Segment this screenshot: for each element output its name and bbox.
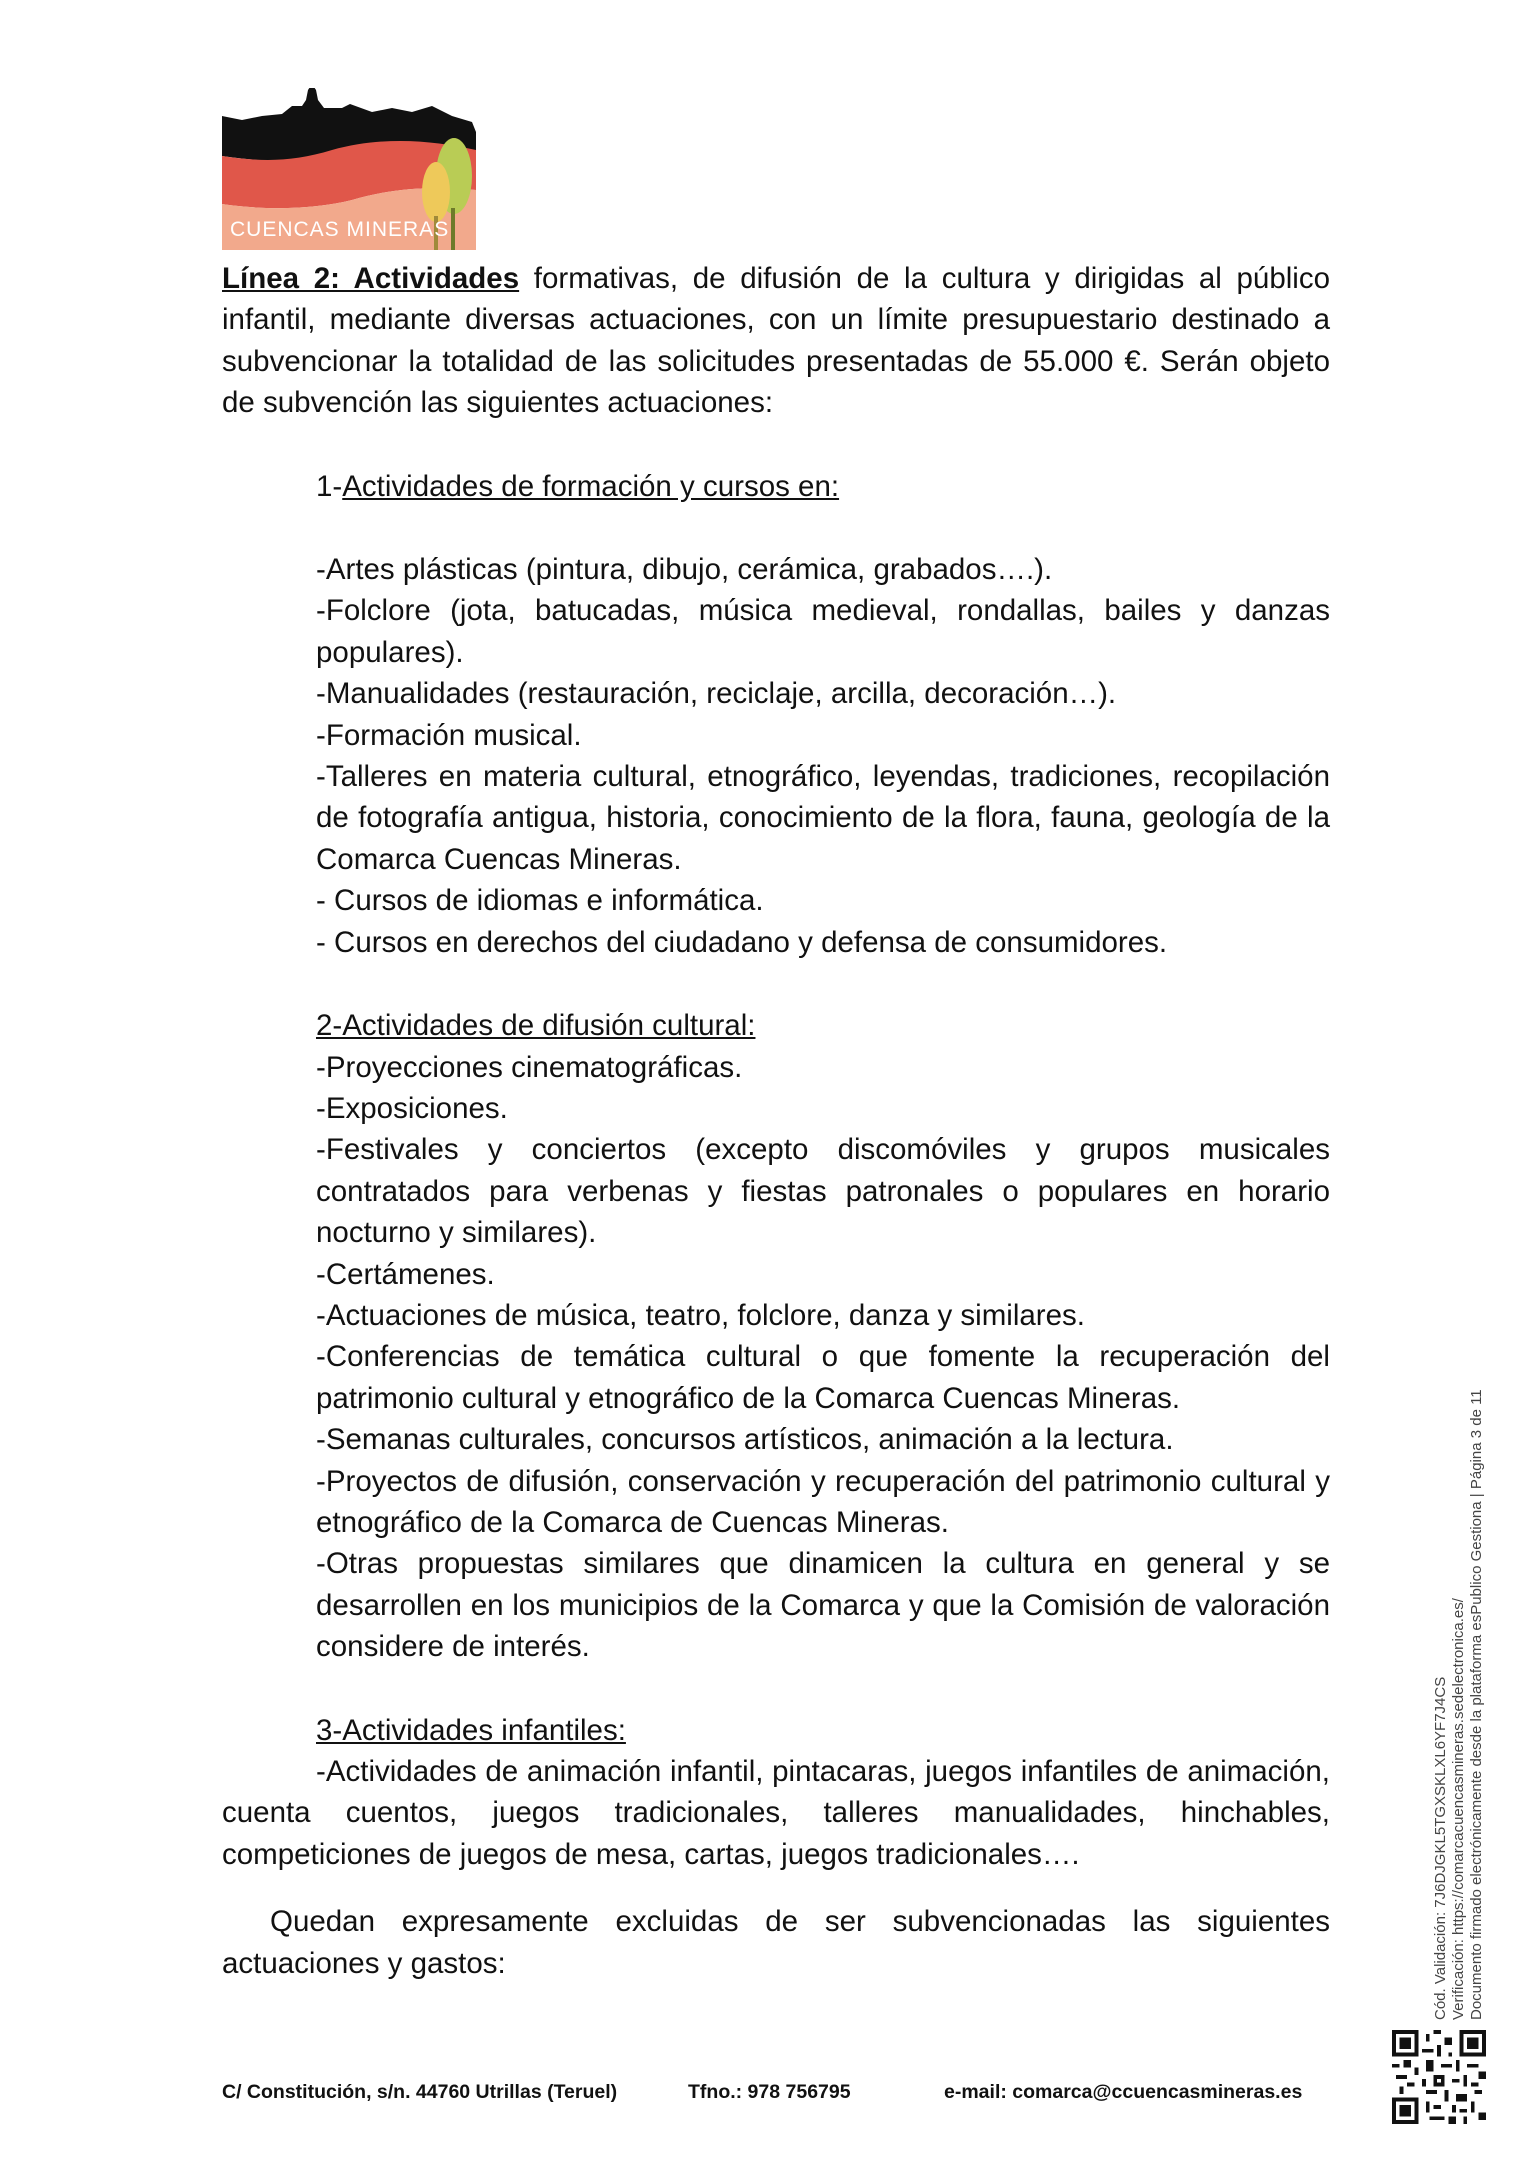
intro-text: formativas, de difusión de la cultura y dirigidas al público infantil, mediante diversas actuaciones, con un límite presupuestario destinado a subvencionar la totalidad de las solicitudes presentadas de 55.000 €. Serán objeto de subvención las siguientes actuaciones: (222, 262, 1330, 420)
footer-phone: Tfno.: 978 756795 (688, 2081, 851, 2103)
list-item: -Certámenes. (316, 1257, 495, 1291)
intro-paragraph (222, 258, 1330, 424)
section2-list (222, 1047, 1330, 1668)
list-item: -Exposiciones. (316, 1091, 508, 1125)
list-item: -Actuaciones de música, teatro, folclore, danza y similares. (316, 1298, 1085, 1332)
list-item: -Formación musical. (316, 718, 582, 752)
validation-sidebar (1432, 1380, 1486, 2020)
list-item: -Otras propuestas similares que dinamicen la cultura en general y se desarrollen en los municipios de la Comarca y que la Comisión de valoración considere de interés. (316, 1547, 1330, 1664)
list-item: -Proyectos de difusión, conservación y recuperación del patrimonio cultural y etnográfico de la Comarca de Cuencas Mineras. (316, 1464, 1330, 1539)
list-item: -Talleres en materia cultural, etnográfico, leyendas, tradiciones, recopilación de fotografía antigua, historia, conocimiento de la flora, fauna, geología de la Comarca Cuencas Mineras. (316, 760, 1330, 876)
list-item: -Conferencias de temática cultural o que fomente la recuperación del patrimonio cultural y etnográfico de la Comarca Cuencas Mineras. (316, 1340, 1330, 1415)
list-item: -Artes plásticas (pintura, dibujo, cerámica, grabados….). (316, 553, 1053, 587)
logo-text: CUENCAS MINERAS (230, 218, 450, 241)
list-item: - Cursos en derechos del ciudadano y defensa de consumidores. (316, 925, 1168, 959)
closing-paragraph: Quedan expresamente excluidas de ser subvencionadas las siguientes actuaciones y gastos: (222, 1905, 1330, 1980)
line-heading: Línea 2: Actividades (222, 262, 520, 295)
qr-code-icon (1392, 2030, 1486, 2124)
section2-heading: 2-Actividades de difusión cultural: (316, 1009, 756, 1043)
section1-heading: 1-Actividades de formación y cursos en: (316, 469, 840, 503)
verification-url: Verificación: https://comarcacuencasmineras.sedelectronica.es/ (1450, 1598, 1467, 2020)
list-item: -Proyecciones cinematográficas. (316, 1050, 743, 1084)
section3-text: -Actividades de animación infantil, pintacaras, juegos infantiles de animación, cuenta cuentos, juegos tradicionales, talleres manualidades, hinchables, competiciones de juegos de mesa, cartas, juegos tradicionales…. (222, 1755, 1330, 1871)
list-item: -Manualidades (restauración, reciclaje, arcilla, decoración…). (316, 677, 1117, 711)
footer-email: e-mail: comarca@ccuencasmineras.es (944, 2081, 1303, 2103)
list-item: -Folclore (jota, batucadas, música medieval, rondallas, bailes y danzas populares). (316, 594, 1330, 669)
signature-note: Documento firmado electrónicamente desde la plataforma esPublico Gestiona | Página 3 de 11 (1468, 1389, 1485, 2020)
list-item: -Festivales y conciertos (excepto discomóviles y grupos musicales contratados para verbenas y fiestas patronales o populares en horario nocturno y similares). (316, 1133, 1330, 1250)
section1-list (222, 549, 1330, 963)
section3-heading: 3-Actividades infantiles: (316, 1713, 626, 1747)
validation-code: Cód. Validación: 7J6DJGKL5TGXSKLXL6YF7J4CS (1432, 1676, 1449, 2020)
document-body (222, 258, 1330, 1984)
list-item: - Cursos de idiomas e informática. (316, 884, 764, 918)
footer-address: C/ Constitución, s/n. 44760 Utrillas (Teruel) (222, 2081, 618, 2103)
list-item: -Semanas culturales, concursos artísticos, animación a la lectura. (316, 1423, 1174, 1457)
cuencas-mineras-logo (222, 88, 476, 250)
